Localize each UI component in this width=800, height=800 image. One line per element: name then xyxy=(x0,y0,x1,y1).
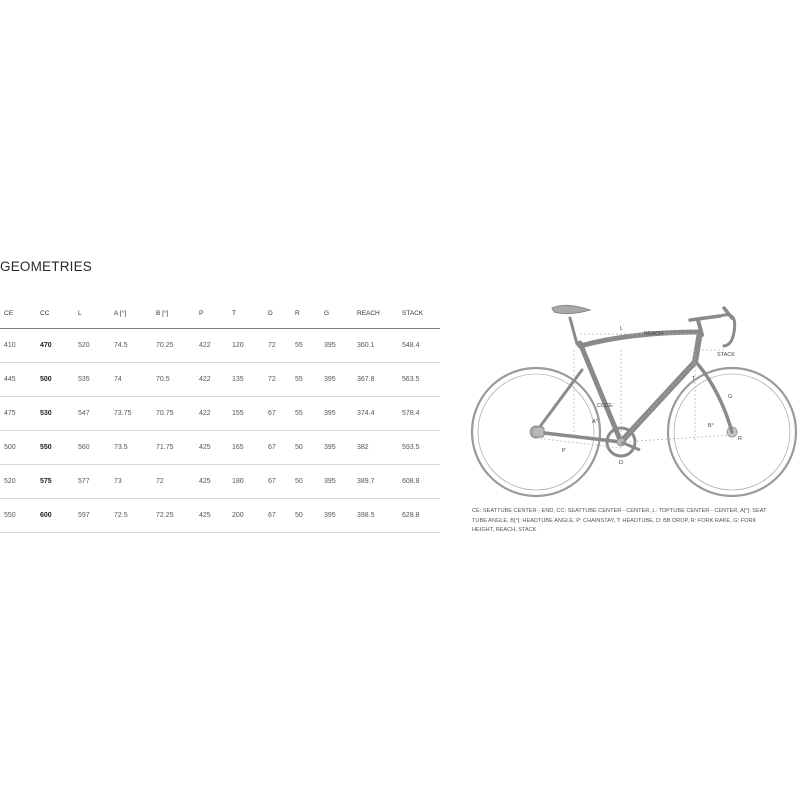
table-cell: 67 xyxy=(268,478,276,485)
table-cell: 547 xyxy=(78,410,90,417)
table-cell: 73.75 xyxy=(114,410,132,417)
table-cell: 628.8 xyxy=(402,512,420,519)
table-cell: 72 xyxy=(156,478,164,485)
page-title: GEOMETRIES xyxy=(0,259,93,274)
table-cell: 67 xyxy=(268,444,276,451)
table-cell: 70.5 xyxy=(156,376,170,383)
table-row xyxy=(0,329,440,363)
table-cell: 73 xyxy=(114,478,122,485)
label-stack: STACK xyxy=(717,352,735,358)
label-cc: CC xyxy=(597,403,605,409)
label-t: T xyxy=(692,376,696,382)
table-cell: 593.5 xyxy=(402,444,420,451)
table-cell: 200 xyxy=(232,512,244,519)
table-cell: 425 xyxy=(199,512,211,519)
table-cell: 71.75 xyxy=(156,444,174,451)
header-cell: CE xyxy=(4,309,14,317)
table-cell: 500 xyxy=(4,444,16,451)
table-cell: 72 xyxy=(268,376,276,383)
table-cell: 374.4 xyxy=(357,410,375,417)
table-cell: 72.25 xyxy=(156,512,174,519)
table-cell: 548.4 xyxy=(402,342,420,349)
header-cell: T xyxy=(232,309,236,317)
table-cell: 120 xyxy=(232,342,244,349)
header-cell: P xyxy=(199,309,204,317)
table-cell: 155 xyxy=(232,410,244,417)
table-cell: 395 xyxy=(324,342,336,349)
table-cell: 74 xyxy=(114,376,122,383)
table-cell: 50 xyxy=(295,478,303,485)
table-cell: 560 xyxy=(78,444,90,451)
label-ce: CE xyxy=(605,403,613,409)
header-cell: A [°] xyxy=(114,309,126,317)
table-cell: 470 xyxy=(40,342,52,349)
table-cell: 74.5 xyxy=(114,342,128,349)
table-cell: 395 xyxy=(324,410,336,417)
table-cell: 422 xyxy=(199,410,211,417)
table-cell: 425 xyxy=(199,444,211,451)
table-cell: 600 xyxy=(40,512,52,519)
table-cell: 50 xyxy=(295,444,303,451)
table-cell: 70.25 xyxy=(156,342,174,349)
header-cell: D xyxy=(268,309,273,317)
table-cell: 520 xyxy=(78,342,90,349)
table-cell: 70.75 xyxy=(156,410,174,417)
table-row xyxy=(0,363,440,397)
table-header-row xyxy=(0,298,440,329)
header-cell: REACH xyxy=(357,309,380,317)
label-d: D xyxy=(619,460,623,466)
table-cell: 67 xyxy=(268,512,276,519)
table-cell: 575 xyxy=(40,478,52,485)
table-cell: 445 xyxy=(4,376,16,383)
table-cell: 55 xyxy=(295,342,303,349)
table-cell: 55 xyxy=(295,410,303,417)
table-cell: 50 xyxy=(295,512,303,519)
table-cell: 577 xyxy=(78,478,90,485)
crankset xyxy=(532,427,640,456)
table-cell: 135 xyxy=(232,376,244,383)
header-cell: B [°] xyxy=(156,309,169,317)
table-cell: 425 xyxy=(199,478,211,485)
saddle xyxy=(552,305,590,344)
table-row xyxy=(0,431,440,465)
table-row xyxy=(0,499,440,533)
label-b: B° xyxy=(708,423,714,429)
table-cell: 180 xyxy=(232,478,244,485)
table-cell: 410 xyxy=(4,342,16,349)
table-cell: 72.5 xyxy=(114,512,128,519)
table-cell: 72 xyxy=(268,342,276,349)
label-g: G xyxy=(728,394,733,400)
table-cell: 608.8 xyxy=(402,478,420,485)
header-cell: CC xyxy=(40,309,50,317)
table-cell: 563.5 xyxy=(402,376,420,383)
table-cell: 530 xyxy=(40,410,52,417)
table-cell: 73.5 xyxy=(114,444,128,451)
header-cell: R xyxy=(295,309,300,317)
table-row xyxy=(0,397,440,431)
label-reach: REACH xyxy=(644,331,664,337)
table-cell: 395 xyxy=(324,444,336,451)
label-r: R xyxy=(738,436,742,442)
table-cell: 535 xyxy=(78,376,90,383)
table-cell: 578.4 xyxy=(402,410,420,417)
geometry-legend: CE: SEATTUBE CENTER - END, CC: SEATTUBE CENTER - CENTER, L: TOPTUBE CENTER - CENTER, A[°]: SEAT TUBE ANGLE, B[°]: HEADTUBE ANGLE, P: CHAINSTAY, T: HEADTUBE, D: BB DROP, R: FORK RAKE, G: FORK HEIGHT, REACH, STACK xyxy=(472,508,767,534)
geometry-table xyxy=(0,298,440,533)
table-cell: 382 xyxy=(357,444,369,451)
table-cell: 165 xyxy=(232,444,244,451)
table-cell: 398.5 xyxy=(357,512,375,519)
header-cell: G xyxy=(324,309,330,317)
table-cell: 550 xyxy=(4,512,16,519)
label-p: P xyxy=(562,448,566,454)
header-cell: L xyxy=(78,309,82,317)
table-cell: 597 xyxy=(78,512,90,519)
table-cell: 550 xyxy=(40,444,52,451)
table-cell: 389.7 xyxy=(357,478,375,485)
table-cell: 395 xyxy=(324,512,336,519)
table-cell: 520 xyxy=(4,478,16,485)
table-cell: 422 xyxy=(199,376,211,383)
label-a: A° xyxy=(592,419,598,425)
table-cell: 55 xyxy=(295,376,303,383)
table-cell: 395 xyxy=(324,478,336,485)
table-cell: 422 xyxy=(199,342,211,349)
table-cell: 395 xyxy=(324,376,336,383)
table-cell: 367.8 xyxy=(357,376,375,383)
table-cell: 500 xyxy=(40,376,52,383)
table-cell: 67 xyxy=(268,410,276,417)
bike-geometry-diagram xyxy=(462,290,800,500)
label-l: L xyxy=(620,326,624,332)
table-cell: 360.1 xyxy=(357,342,375,349)
table-cell: 475 xyxy=(4,410,16,417)
header-cell: STACK xyxy=(402,309,424,317)
bike-frame xyxy=(536,320,732,442)
table-row xyxy=(0,465,440,499)
